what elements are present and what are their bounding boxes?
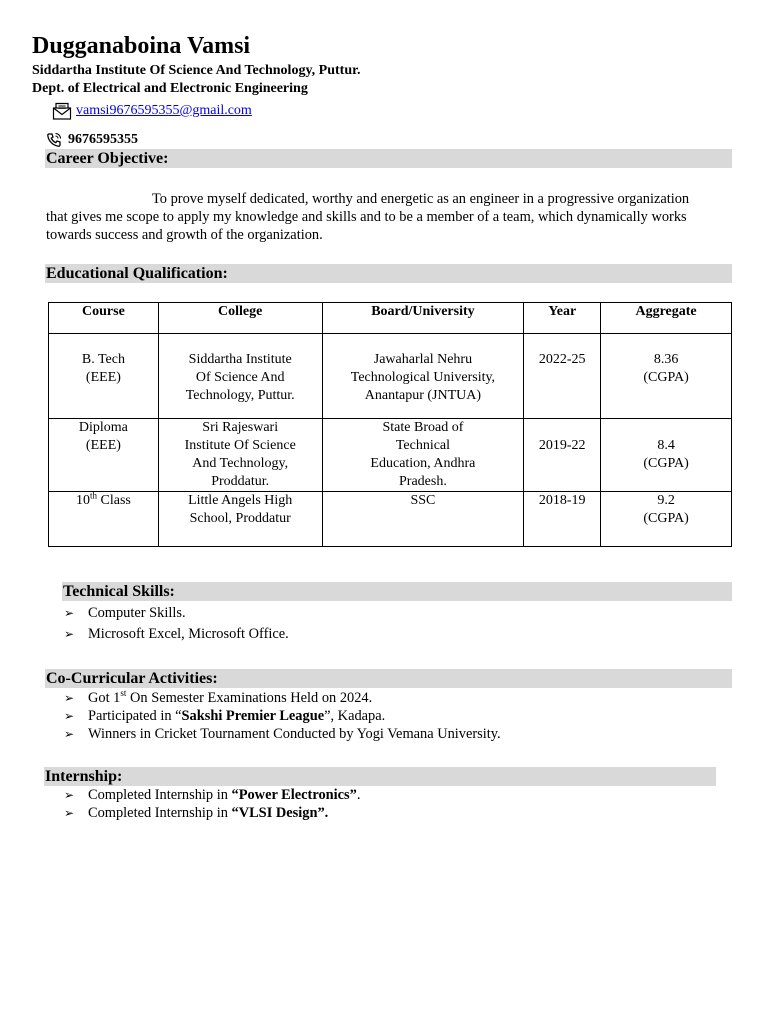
arrow-bullet-icon: ➢	[64, 627, 75, 641]
table-row	[49, 334, 732, 419]
education-heading: Educational Qualification:	[45, 264, 732, 283]
college-cell: Siddartha Institute Of Science And Technology, Puttur.	[158, 334, 322, 419]
college-cell: Little Angels High School, Proddatur	[158, 492, 322, 547]
email-row	[52, 101, 252, 121]
aggregate-cell: 9.2 (CGPA)	[601, 492, 732, 547]
board-cell: SSC	[322, 492, 524, 547]
table-row	[49, 492, 732, 547]
arrow-bullet-icon: ➢	[64, 788, 75, 802]
year-cell: 2019-22	[524, 419, 601, 492]
envelope-icon	[52, 102, 72, 120]
internship-list	[64, 786, 360, 822]
year-cell: 2022-25	[524, 334, 601, 419]
column-header: Board/University	[322, 303, 524, 334]
phone-row	[46, 130, 138, 150]
phone-number: 9676595355	[68, 132, 138, 147]
list-item: ➢ Completed Internship in “Power Electronics”.	[64, 787, 361, 803]
table-row	[49, 419, 732, 492]
department-name: Dept. of Electrical and Electronic Engineering	[32, 81, 308, 96]
aggregate-cell: 8.4 (CGPA)	[601, 419, 732, 492]
list-item: ➢ Participated in “Sakshi Premier League”, Kadapa.	[64, 708, 386, 724]
course-cell: Diploma (EEE)	[49, 419, 159, 492]
list-item: ➢ Computer Skills.	[64, 605, 186, 621]
column-header: Course	[49, 303, 159, 334]
column-header: Year	[524, 303, 601, 334]
column-header: College	[158, 303, 322, 334]
email-link[interactable]: vamsi9676595355@gmail.com	[76, 103, 252, 118]
table-header-row	[49, 303, 732, 334]
career-objective-body: To prove myself dedicated, worthy and energetic as an engineer in a progressive organization that gives me scope to apply my knowledge and skills and to be a member of a team, which dynamically works towards success and growth of the organization.	[46, 191, 690, 243]
list-item: ➢ Completed Internship in “VLSI Design”.	[64, 805, 329, 821]
course-cell: B. Tech (EEE)	[49, 334, 159, 419]
candidate-name: Dugganaboina Vamsi	[32, 33, 251, 59]
education-table	[48, 302, 732, 547]
list-item: ➢ Microsoft Excel, Microsoft Office.	[64, 626, 289, 642]
arrow-bullet-icon: ➢	[64, 806, 75, 820]
year-cell: 2018-19	[524, 492, 601, 547]
board-cell: Jawaharlal Nehru Technological University, Anantapur (JNTUA)	[322, 334, 524, 419]
cocurricular-list	[64, 689, 501, 743]
arrow-bullet-icon: ➢	[64, 727, 75, 741]
institute-name: Siddartha Institute Of Science And Technology, Puttur.	[32, 63, 361, 78]
aggregate-cell: 8.36 (CGPA)	[601, 334, 732, 419]
cocurricular-heading: Co-Curricular Activities:	[45, 669, 732, 688]
technical-skills-list	[64, 604, 289, 643]
course-cell: 10th Class	[49, 492, 159, 547]
career-objective-text	[46, 190, 706, 244]
internship-heading: Internship:	[44, 767, 716, 786]
list-item: ➢ Got 1st On Semester Examinations Held on 2024.	[64, 688, 373, 706]
list-item: ➢ Winners in Cricket Tournament Conducted by Yogi Vemana University.	[64, 726, 501, 742]
board-cell: State Broad of Technical Education, Andhra Pradesh.	[322, 419, 524, 492]
technical-skills-heading: Technical Skills:	[62, 582, 732, 601]
column-header: Aggregate	[601, 303, 732, 334]
arrow-bullet-icon: ➢	[64, 606, 75, 620]
arrow-bullet-icon: ➢	[64, 691, 75, 705]
arrow-bullet-icon: ➢	[64, 709, 75, 723]
college-cell: Sri Rajeswari Institute Of Science And Technology, Proddatur.	[158, 419, 322, 492]
career-objective-heading: Career Objective:	[45, 149, 732, 168]
phone-icon	[46, 132, 62, 148]
